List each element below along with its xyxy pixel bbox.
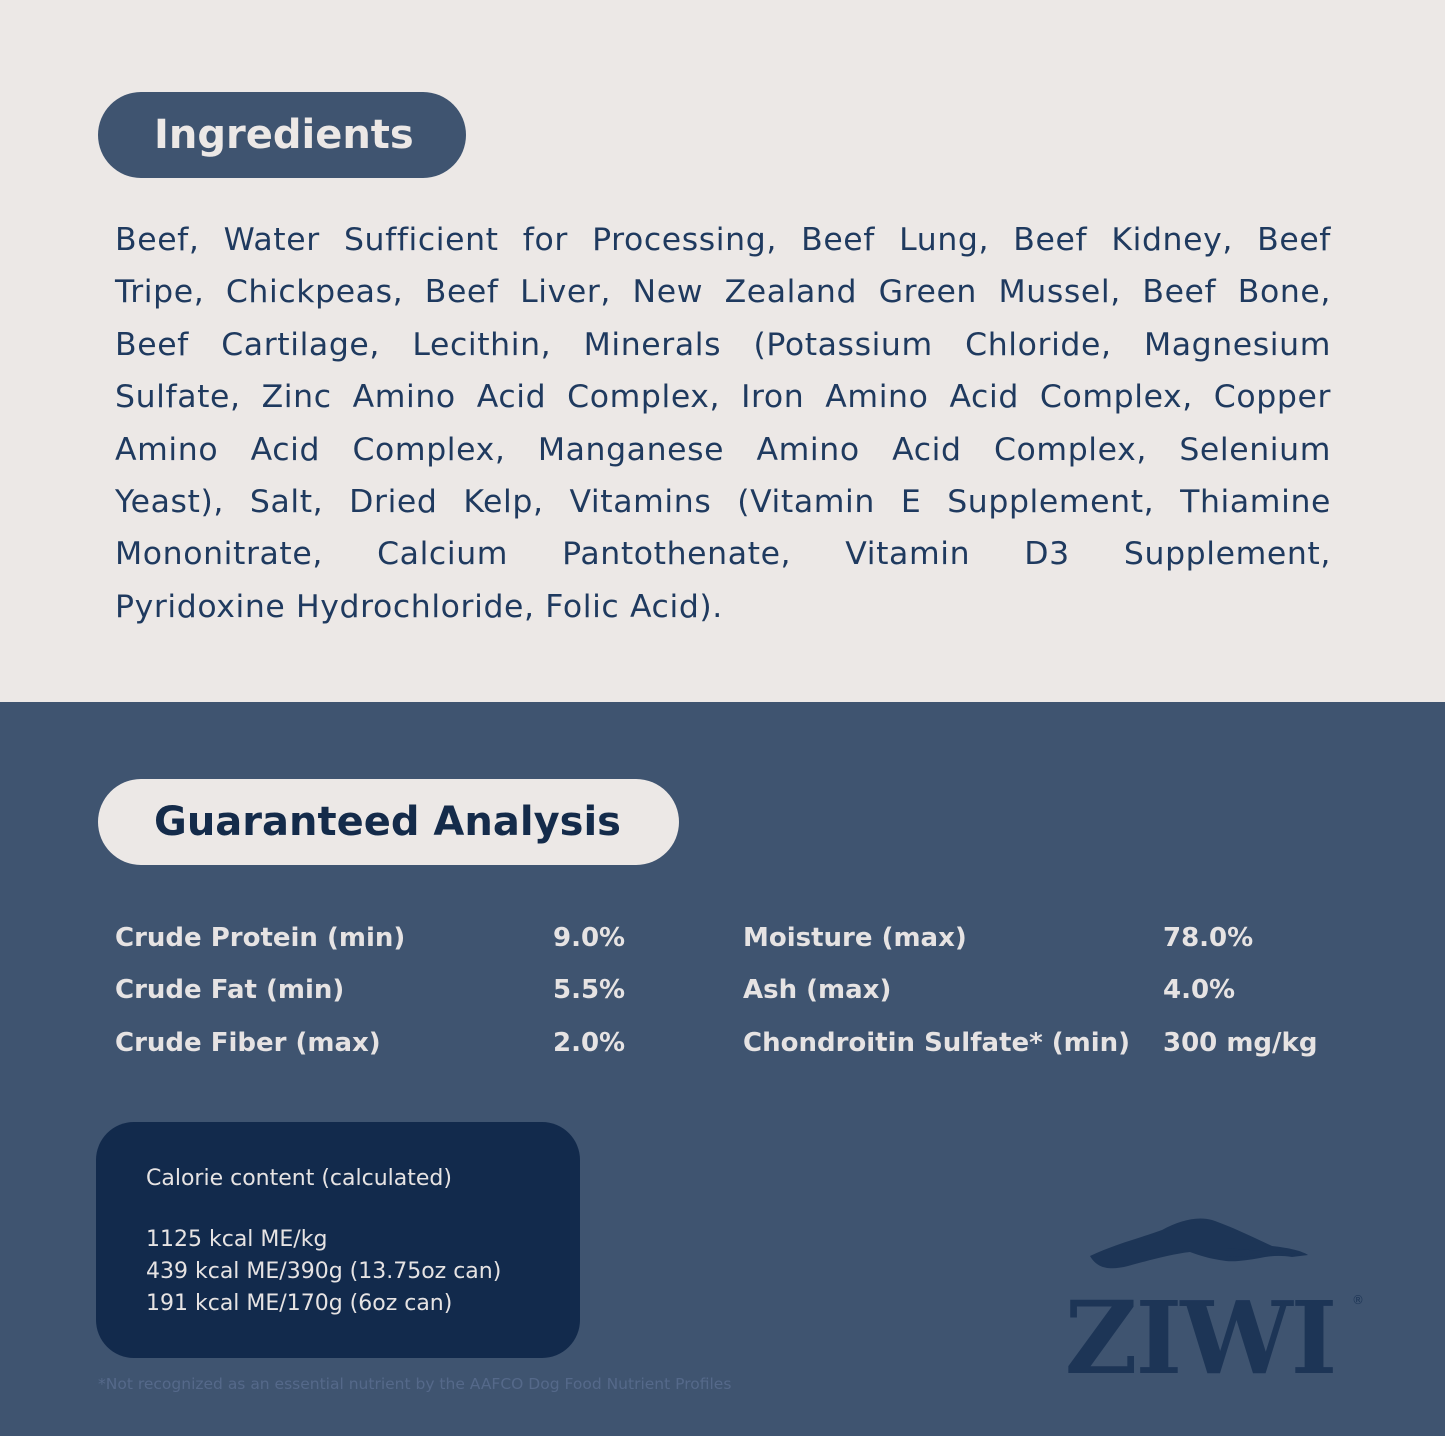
ingredients-line: Mononitrate, Calcium Pantothenate, Vitamin D3 Supplement,: [115, 536, 1331, 573]
ingredients-heading: Ingredients: [98, 92, 466, 178]
eagle-icon: [1040, 1208, 1370, 1383]
ingredients-line: Amino Acid Complex, Manganese Amino Acid Complex, Selenium: [115, 431, 1331, 468]
crude-fat-value: 5.5%: [553, 975, 626, 1005]
crude-protein-label: Crude Protein (min): [115, 923, 406, 953]
ingredients-line: Pyridoxine Hydrochloride, Folic Acid).: [115, 588, 723, 625]
ash-label: Ash (max): [743, 975, 892, 1005]
analysis-heading: Guaranteed Analysis: [98, 779, 679, 865]
calorie-content-box: [96, 1122, 580, 1358]
crude-fat-label: Crude Fat (min): [115, 975, 345, 1005]
ingredients-line: Beef Cartilage, Lecithin, Minerals (Potassium Chloride, Magnesium: [115, 326, 1331, 363]
ingredients-text: [115, 214, 1331, 633]
logo-wordmark: ZIWI: [1064, 1279, 1336, 1383]
ingredients-line: Tripe, Chickpeas, Beef Liver, New Zealand Green Mussel, Beef Bone,: [115, 274, 1331, 311]
crude-protein-value: 9.0%: [553, 923, 626, 953]
ziwi-logo: [1040, 1208, 1370, 1383]
calorie-title: Calorie content (calculated): [146, 1166, 452, 1191]
ingredients-line: Yeast), Salt, Dried Kelp, Vitamins (Vitamin E Supplement, Thiamine: [115, 484, 1331, 521]
moisture-label: Moisture (max): [743, 923, 967, 953]
calorie-line: 439 kcal ME/390g (13.75oz can): [146, 1259, 502, 1284]
ingredients-line: Sulfate, Zinc Amino Acid Complex, Iron Amino Acid Complex, Copper: [115, 379, 1331, 416]
ingredients-line: Beef, Water Sufficient for Processing, Beef Lung, Beef Kidney, Beef: [115, 222, 1331, 258]
chondroitin-value: 300 mg/kg: [1163, 1028, 1318, 1058]
footnote: *Not recognized as an essential nutrient by the AAFCO Dog Food Nutrient Profiles: [98, 1375, 732, 1393]
calorie-line: 1125 kcal ME/kg: [146, 1227, 328, 1252]
calorie-line: 191 kcal ME/170g (6oz can): [146, 1291, 453, 1316]
registered-mark: ®: [1352, 1293, 1364, 1307]
crude-fiber-label: Crude Fiber (max): [115, 1028, 381, 1058]
crude-fiber-value: 2.0%: [553, 1028, 626, 1058]
ash-value: 4.0%: [1163, 975, 1236, 1005]
moisture-value: 78.0%: [1163, 923, 1254, 953]
chondroitin-label: Chondroitin Sulfate* (min): [743, 1028, 1131, 1058]
